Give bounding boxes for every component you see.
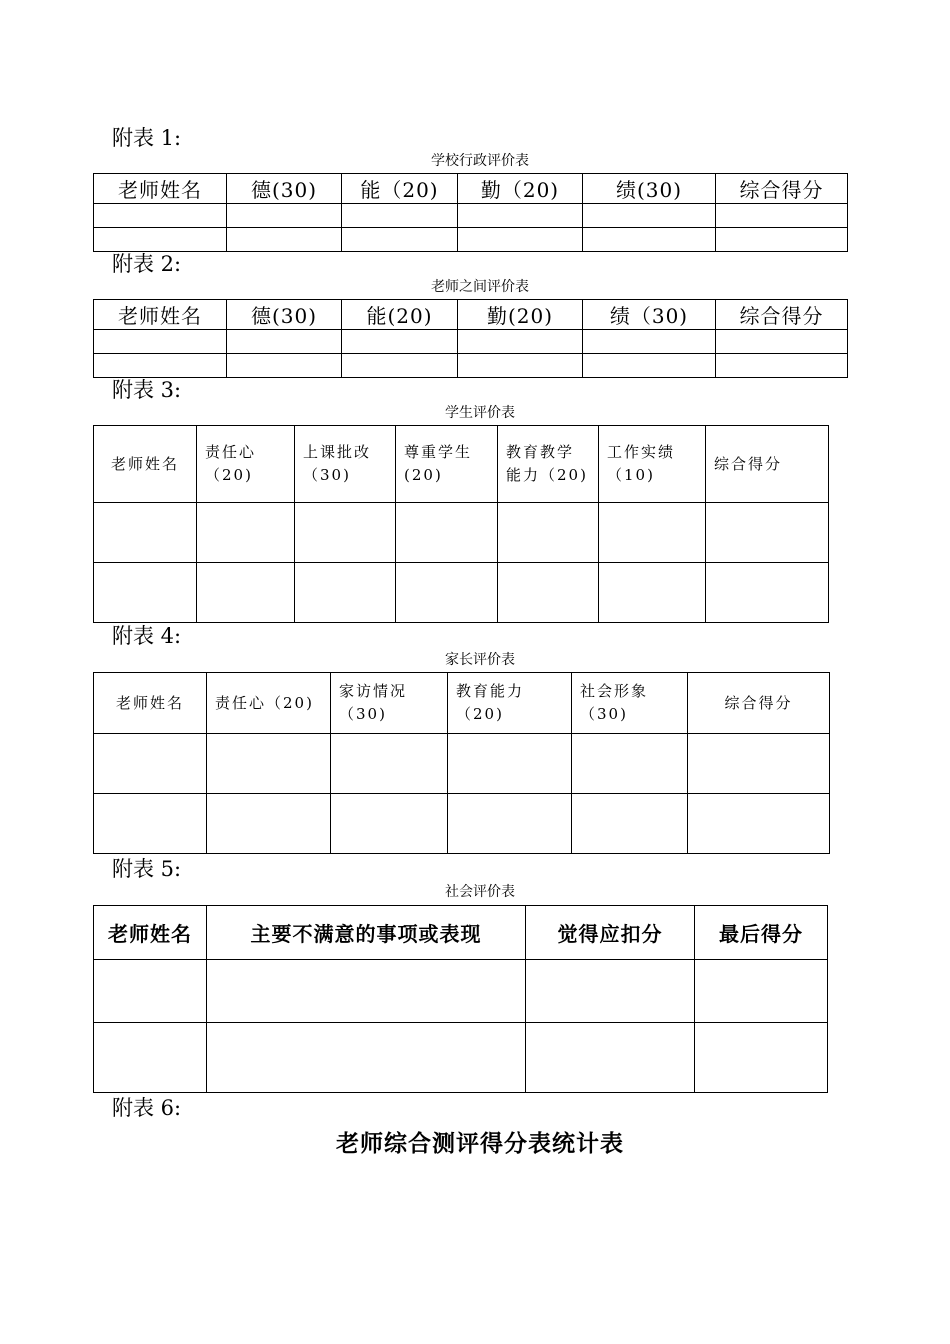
- empty-cell[interactable]: [331, 734, 448, 794]
- teacher-peer-evaluation-table: [93, 299, 848, 378]
- header-cell: 绩(30): [583, 174, 716, 204]
- empty-cell[interactable]: [498, 563, 599, 623]
- empty-cell[interactable]: [94, 794, 207, 854]
- header-cell: 综合得分: [716, 300, 848, 330]
- table-header-row: [94, 174, 848, 204]
- header-cell: 老师姓名: [94, 426, 197, 503]
- empty-cell[interactable]: [706, 563, 829, 623]
- table-header-row: [94, 300, 848, 330]
- table-row: [94, 794, 830, 854]
- school-admin-evaluation-table: [93, 173, 848, 252]
- empty-cell[interactable]: [716, 330, 848, 354]
- table3-caption: 学生评价表: [445, 405, 515, 421]
- header-cell: 能（20): [342, 174, 458, 204]
- header-cell: 综合得分: [706, 426, 829, 503]
- table-row: [94, 330, 848, 354]
- header-cell: 勤（20): [458, 174, 583, 204]
- empty-cell[interactable]: [227, 354, 342, 378]
- header-cell: 德(30): [227, 174, 342, 204]
- empty-cell[interactable]: [448, 794, 572, 854]
- table3-label: 附表 3:: [112, 378, 182, 402]
- table-row: [94, 503, 829, 563]
- empty-cell[interactable]: [331, 794, 448, 854]
- header-cell: 上课批改（30): [295, 426, 396, 503]
- empty-cell[interactable]: [396, 503, 498, 563]
- empty-cell[interactable]: [94, 330, 227, 354]
- header-cell: 觉得应扣分: [526, 906, 695, 960]
- empty-cell[interactable]: [94, 1023, 207, 1093]
- header-cell: 责任心（20): [207, 673, 331, 734]
- empty-cell[interactable]: [695, 1023, 828, 1093]
- table-row: [94, 563, 829, 623]
- empty-cell[interactable]: [94, 960, 207, 1023]
- empty-cell[interactable]: [342, 204, 458, 228]
- empty-cell[interactable]: [716, 354, 848, 378]
- header-cell: 勤(20): [458, 300, 583, 330]
- parent-evaluation-table: [93, 672, 830, 854]
- table-header-row: [94, 426, 829, 503]
- empty-cell[interactable]: [526, 1023, 695, 1093]
- header-cell: 教育教学能力（20): [498, 426, 599, 503]
- table-row: [94, 204, 848, 228]
- empty-cell[interactable]: [197, 503, 295, 563]
- table-header-row: [94, 673, 830, 734]
- table-header-row: [94, 906, 828, 960]
- empty-cell[interactable]: [448, 734, 572, 794]
- empty-cell[interactable]: [695, 960, 828, 1023]
- empty-cell[interactable]: [94, 204, 227, 228]
- header-cell: 最后得分: [695, 906, 828, 960]
- empty-cell[interactable]: [688, 794, 830, 854]
- empty-cell[interactable]: [207, 734, 331, 794]
- empty-cell[interactable]: [227, 228, 342, 252]
- table1-label: 附表 1:: [112, 126, 182, 150]
- table-row: [94, 1023, 828, 1093]
- empty-cell[interactable]: [572, 734, 688, 794]
- student-evaluation-table: [93, 425, 829, 623]
- table4-caption: 家长评价表: [445, 652, 515, 668]
- empty-cell[interactable]: [498, 503, 599, 563]
- empty-cell[interactable]: [207, 1023, 526, 1093]
- table-row: [94, 354, 848, 378]
- table5-label: 附表 5:: [112, 857, 182, 881]
- empty-cell[interactable]: [94, 563, 197, 623]
- table-row: [94, 734, 830, 794]
- empty-cell[interactable]: [342, 354, 458, 378]
- empty-cell[interactable]: [599, 563, 706, 623]
- empty-cell[interactable]: [583, 204, 716, 228]
- empty-cell[interactable]: [207, 960, 526, 1023]
- empty-cell[interactable]: [227, 330, 342, 354]
- table5-caption: 社会评价表: [445, 884, 515, 900]
- empty-cell[interactable]: [295, 503, 396, 563]
- empty-cell[interactable]: [716, 204, 848, 228]
- empty-cell[interactable]: [583, 354, 716, 378]
- header-cell: 责任心（20): [197, 426, 295, 503]
- header-cell: 老师姓名: [94, 174, 227, 204]
- empty-cell[interactable]: [342, 228, 458, 252]
- empty-cell[interactable]: [458, 354, 583, 378]
- empty-cell[interactable]: [572, 794, 688, 854]
- empty-cell[interactable]: [227, 204, 342, 228]
- empty-cell[interactable]: [396, 563, 498, 623]
- empty-cell[interactable]: [197, 563, 295, 623]
- header-cell: 工作实绩（10): [599, 426, 706, 503]
- table1-caption: 学校行政评价表: [431, 153, 529, 169]
- table4-label: 附表 4:: [112, 624, 182, 648]
- empty-cell[interactable]: [458, 228, 583, 252]
- table6-label: 附表 6:: [112, 1096, 182, 1120]
- table-row: [94, 960, 828, 1023]
- header-cell: 综合得分: [688, 673, 830, 734]
- empty-cell[interactable]: [583, 330, 716, 354]
- header-cell: 尊重学生(20): [396, 426, 498, 503]
- header-cell: 老师姓名: [94, 673, 207, 734]
- empty-cell[interactable]: [706, 503, 829, 563]
- empty-cell[interactable]: [342, 330, 458, 354]
- empty-cell[interactable]: [94, 734, 207, 794]
- table2-caption: 老师之间评价表: [431, 279, 529, 295]
- table2-label: 附表 2:: [112, 252, 182, 276]
- empty-cell[interactable]: [599, 503, 706, 563]
- header-cell: 主要不满意的事项或表现: [207, 906, 526, 960]
- header-cell: 能(20): [342, 300, 458, 330]
- society-evaluation-table: [93, 905, 828, 1093]
- empty-cell[interactable]: [295, 563, 396, 623]
- header-cell: 老师姓名: [94, 906, 207, 960]
- summary-table-title: 老师综合测评得分表统计表: [336, 1130, 624, 1157]
- empty-cell[interactable]: [94, 503, 197, 563]
- empty-cell[interactable]: [458, 330, 583, 354]
- header-cell: 老师姓名: [94, 300, 227, 330]
- empty-cell[interactable]: [207, 794, 331, 854]
- header-cell: 德(30): [227, 300, 342, 330]
- empty-cell[interactable]: [458, 204, 583, 228]
- header-cell: 社会形象（30): [572, 673, 688, 734]
- empty-cell[interactable]: [94, 228, 227, 252]
- empty-cell[interactable]: [583, 228, 716, 252]
- empty-cell[interactable]: [688, 734, 830, 794]
- header-cell: 绩（30): [583, 300, 716, 330]
- empty-cell[interactable]: [716, 228, 848, 252]
- header-cell: 家访情况（30): [331, 673, 448, 734]
- empty-cell[interactable]: [526, 960, 695, 1023]
- empty-cell[interactable]: [94, 354, 227, 378]
- table-row: [94, 228, 848, 252]
- header-cell: 教育能力（20): [448, 673, 572, 734]
- header-cell: 综合得分: [716, 174, 848, 204]
